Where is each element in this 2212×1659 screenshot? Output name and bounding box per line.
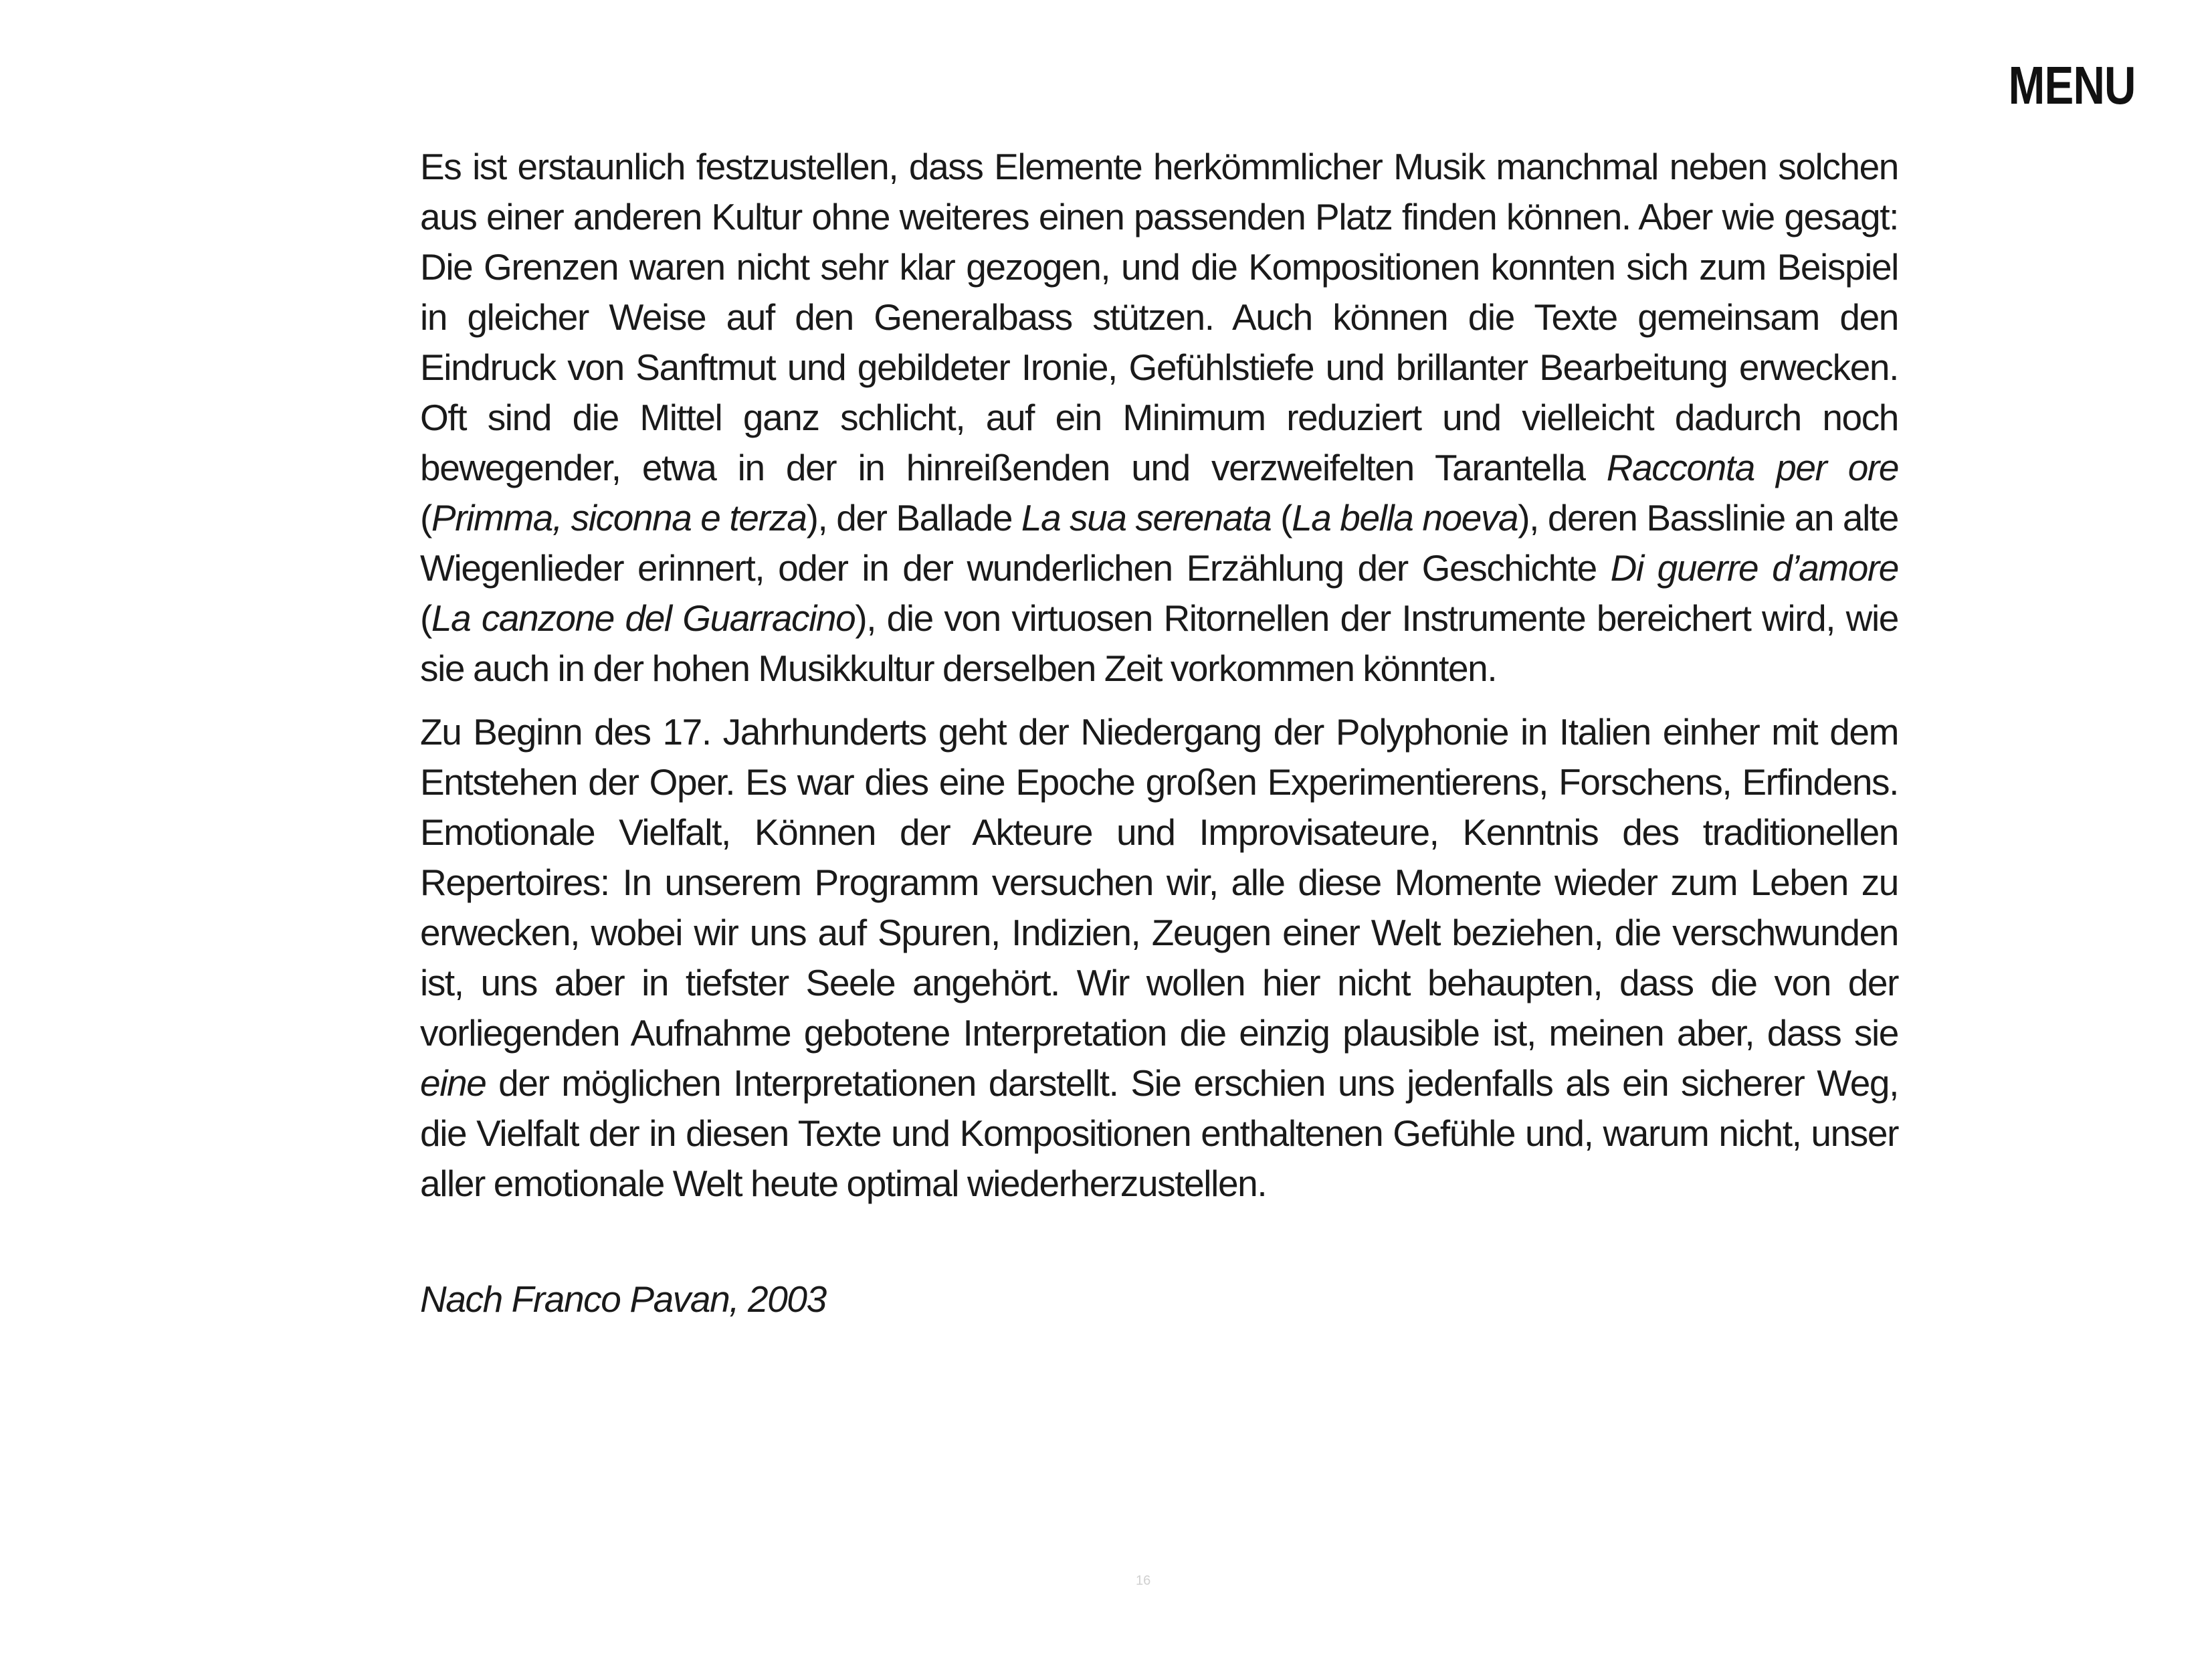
italic-title-text: Di guerre d’amore <box>1610 547 1898 589</box>
italic-title-text: Racconta per ore <box>1606 447 1899 488</box>
menu-button[interactable]: MENU <box>2009 56 2136 115</box>
paragraph-text: ( <box>420 597 431 639</box>
italic-title-text: Primma, siconna e terza <box>431 497 807 539</box>
italic-title-text: La canzone del Guarracino <box>431 597 856 639</box>
citation: Nach Franco Pavan, 2003 <box>420 1278 826 1320</box>
paragraph-text: ), deren Basslinie an alte Wiegenlieder erinnert, oder in der wunderlichen Erzählung der Geschichte <box>420 497 1898 589</box>
article-body <box>420 142 1898 1325</box>
paragraph <box>420 707 1898 1209</box>
paragraph-text: ), die von virtuosen Ritornellen der Instrumente bereichert wird, wie sie auch in der hohen Musikkultur derselben Zeit vorkommen könnten. <box>420 597 1898 689</box>
page-number: 16 <box>1136 1573 1151 1588</box>
paragraph-text: ( <box>1271 497 1292 539</box>
italic-title-text: eine <box>420 1062 486 1104</box>
italic-title-text: La sua serenata <box>1021 497 1272 539</box>
paragraph-text: der möglichen Interpretationen darstellt. Sie erschien uns jedenfalls als ein sicherer Weg, die Vielfalt der in diesen Texte und Kompositionen enthaltenen Gefühle und, warum nicht, unser aller emotionale Welt heute optimal wiederherzustellen. <box>420 1062 1898 1204</box>
paragraph <box>420 142 1898 694</box>
paragraph-text: Zu Beginn des 17. Jahrhunderts geht der Niedergang der Polyphonie in Italien einher mit dem Entstehen der Oper. Es war dies eine Epoche großen Experimentierens, Forschens, Erfindens. Emotionale Vielfalt, Können der Akteure und Improvisateure, Kenntnis des traditionellen Repertoires: In unserem Programm versuchen wir, alle diese Momente wieder zum Leben zu erwecken, wobei wir uns auf Spuren, Indizien, Zeugen einer Welt beziehen, die verschwunden ist, uns aber in tiefster Seele angehört. Wir wollen hier nicht behaupten, dass die von der vorliegenden Aufnahme gebotene Interpretation die einzig plausible ist, meinen aber, dass sie <box>420 711 1898 1054</box>
italic-title-text: La bella noeva <box>1292 497 1518 539</box>
paragraph-text: Es ist erstaunlich festzustellen, dass Elemente herkömmlicher Musik manchmal neben solchen aus einer anderen Kultur ohne weiteres einen passenden Platz finden können. Aber wie gesagt: Die Grenzen waren nicht sehr klar gezogen, und die Kompositionen konnten sich zum Beispiel in gleicher Weise auf den Generalbass stützen. Auch können die Texte gemeinsam den Eindruck von Sanftmut und gebildeter Ironie, Gefühlstiefe und brillanter Bearbeitung erwecken. Oft sind die Mittel ganz schlicht, auf ein Minimum reduziert und vielleicht dadurch noch bewegender, etwa in der in hinreißenden und verzweifelten Tarantella <box>420 146 1898 488</box>
paragraph-text: ), der Ballade <box>806 497 1021 539</box>
paragraph-text: ( <box>420 497 431 539</box>
